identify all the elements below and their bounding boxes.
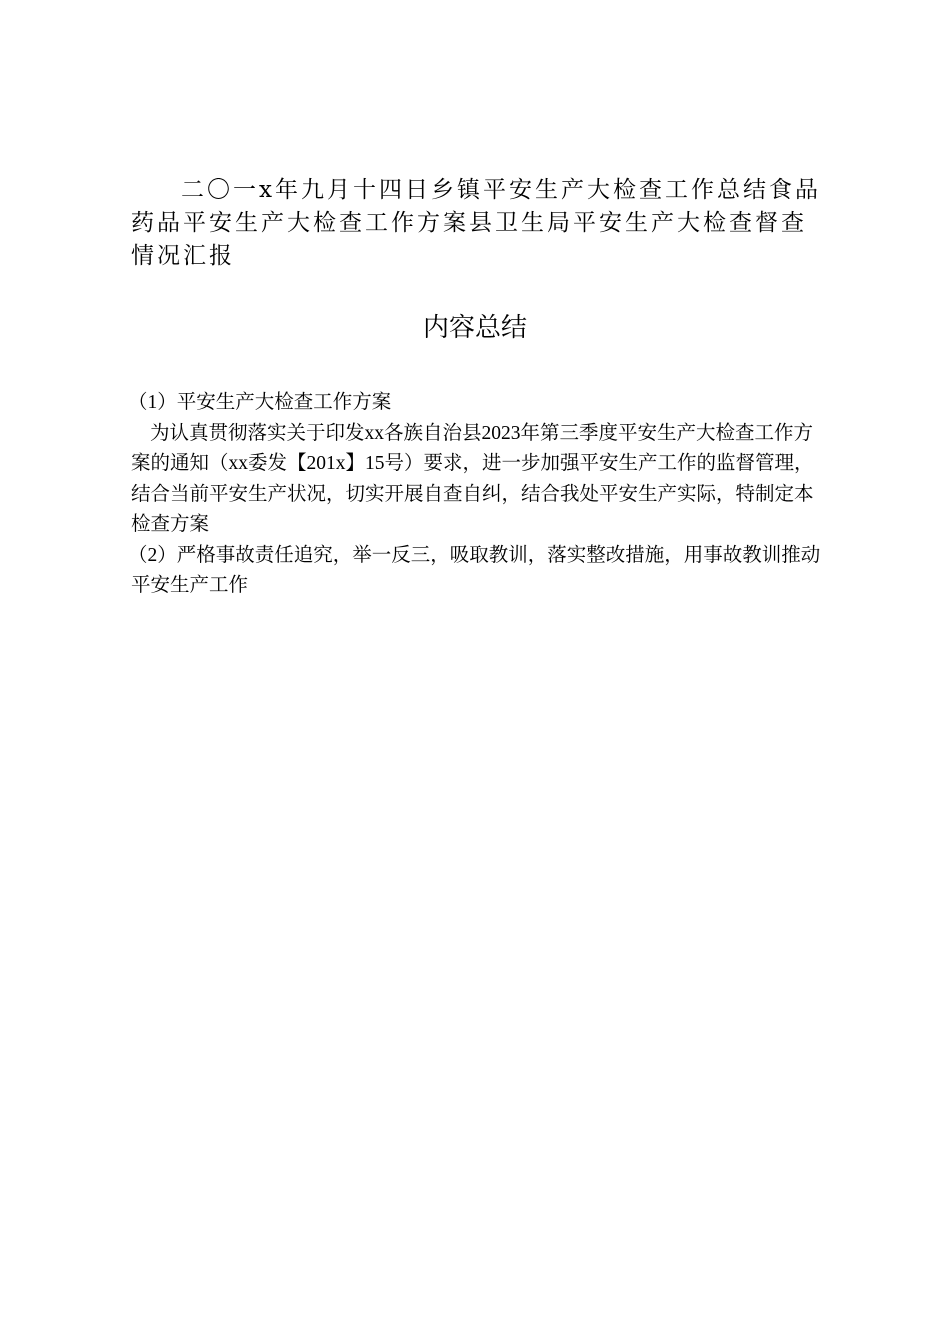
summary-heading: 内容总结 (422, 313, 527, 343)
document-title: 二〇一x年九月十四日乡镇平安生产大检查工作总结食品药品平安生产大检查工作方案县卫生局平安生产大检查督查情况汇报 (131, 177, 821, 269)
summary-content (128, 388, 827, 602)
item-1-heading: （1）平安生产大检查工作方案 (128, 392, 392, 413)
item-1-body: 为认真贯彻落实关于印发xx各族自治县2023年第三季度平安生产大检查工作方案的通知（xx委发【201x】15号）要求，进一步加强平安生产工作的监督管理，结合当前平安生产状况，切实开展自查自纠，结合我处平安生产实际，特制定本检查方案 (131, 422, 814, 535)
item-2-heading: （2）严格事故责任追究，举一反三，吸取教训，落实整改措施，用事故教训推动平安生产工作 (128, 544, 821, 596)
